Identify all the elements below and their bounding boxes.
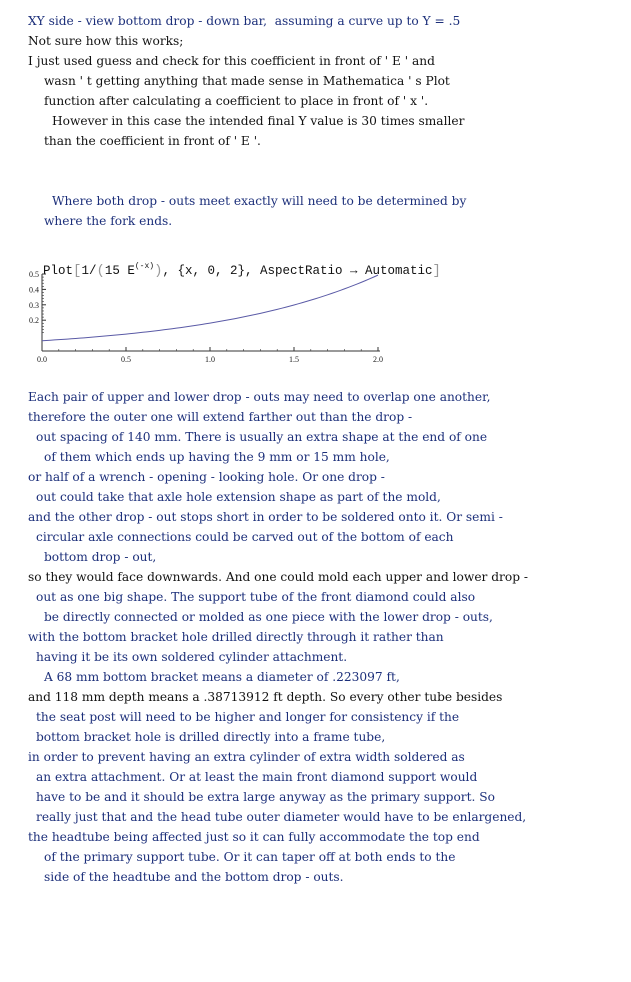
body-line-18: bottom bracket hole is drilled directly into a frame tube, [36, 730, 386, 744]
body-line-14: having it be its own soldered cylinder attachment. [36, 650, 348, 664]
body-line-6: out could take that axle hole extension shape as part of the mold, [36, 490, 441, 504]
body-line-22: really just that and the head tube outer diameter would have to be enlargened, [36, 810, 527, 824]
x-tick-label: 1.0 [205, 355, 215, 364]
plot-paren-close: ) [154, 263, 163, 279]
intro-line-4: wasn ' t getting anything that made sense in Mathematica ' s Plot [44, 74, 450, 88]
plot-close-bracket: ] [432, 263, 441, 279]
fork-line-2: where the fork ends. [44, 214, 173, 228]
body-line-7: and the other drop - out stops short in order to be soldered onto it. Or semi - [28, 510, 503, 524]
body-line-16: and 118 mm depth means a .38713912 ft depth. So every other tube besides [28, 690, 503, 704]
body-line-3: out spacing of 140 mm. There is usually an extra shape at the end of one [36, 430, 488, 444]
plot-ticks [29, 270, 383, 364]
body-line-24: of the primary support tube. Or it can taper off at both ends to the [44, 850, 456, 864]
intro-line-2: Not sure how this works; [28, 34, 184, 48]
x-tick-label: 2.0 [373, 355, 383, 364]
body-line-17: the seat post will need to be higher and longer for consistency if the [36, 710, 460, 724]
plot-head: Plot [43, 264, 74, 278]
body-line-5: or half of a wrench - opening - looking hole. Or one drop - [28, 470, 385, 484]
y-tick-label: 0.3 [29, 300, 39, 310]
intro-line-7: than the coefficient in front of ' E '. [44, 134, 261, 148]
body-line-1: Each pair of upper and lower drop - outs may need to overlap one another, [28, 390, 491, 404]
plot-exponent: (-x) [134, 262, 155, 271]
body-line-25: side of the headtube and the bottom drop - outs. [44, 870, 344, 884]
body-line-11: out as one big shape. The support tube of the front diamond could also [36, 590, 476, 604]
body-line-12: be directly connected or molded as one piece with the lower drop - outs, [44, 610, 493, 624]
body-line-15: A 68 mm bottom bracket means a diameter of .223097 ft, [44, 670, 400, 684]
body-line-4: of them which ends up having the 9 mm or 15 mm hole, [44, 450, 390, 464]
body-line-2: therefore the outer one will extend farther out than the drop - [28, 410, 413, 424]
intro-line-6: However in this case the intended final Y value is 30 times smaller [52, 114, 465, 128]
plot-axes [42, 274, 380, 351]
plot-fraction: 1/ [81, 264, 97, 278]
body-line-23: the headtube being affected just so it can fully accommodate the top end [28, 830, 480, 844]
x-tick-label: 0.0 [37, 355, 47, 364]
y-tick-label: 0.2 [29, 316, 39, 326]
body-line-21: have to be and it should be extra large anyway as the primary support. So [36, 790, 495, 804]
plot-curve [42, 275, 378, 341]
body-line-13: with the bottom bracket hole drilled directly through it rather than [28, 630, 444, 644]
intro-line-5: function after calculating a coefficient to place in front of ' x '. [44, 94, 429, 108]
y-tick-label: 0.5 [29, 270, 39, 279]
x-tick-label: 1.5 [289, 355, 299, 364]
plot-args: , {x, 0, 2}, AspectRatio → Automatic [162, 264, 433, 278]
body-line-20: an extra attachment. Or at least the main front diamond support would [36, 770, 478, 784]
plot-paren-open: ( [96, 263, 105, 279]
fork-line-1: Where both drop - outs meet exactly will need to be determined by [52, 194, 467, 208]
plot-open-bracket: [ [73, 263, 82, 279]
y-tick-label: 0.4 [29, 285, 39, 295]
intro-line-1: XY side - view bottom drop - down bar, assuming a curve up to Y = .5 [28, 14, 461, 28]
body-line-19: in order to prevent having an extra cylinder of extra width soldered as [28, 750, 465, 764]
plot-graphic [0, 268, 400, 372]
body-line-8: circular axle connections could be carved out of the bottom of each [36, 530, 454, 544]
intro-line-3: I just used guess and check for this coefficient in front of ' E ' and [28, 54, 435, 68]
body-line-10: so they would face downwards. And one could mold each upper and lower drop - [28, 570, 528, 584]
x-tick-label: 0.5 [121, 355, 131, 364]
plot-coefficient: 15 E [104, 264, 135, 278]
body-line-9: bottom drop - out, [44, 550, 157, 564]
